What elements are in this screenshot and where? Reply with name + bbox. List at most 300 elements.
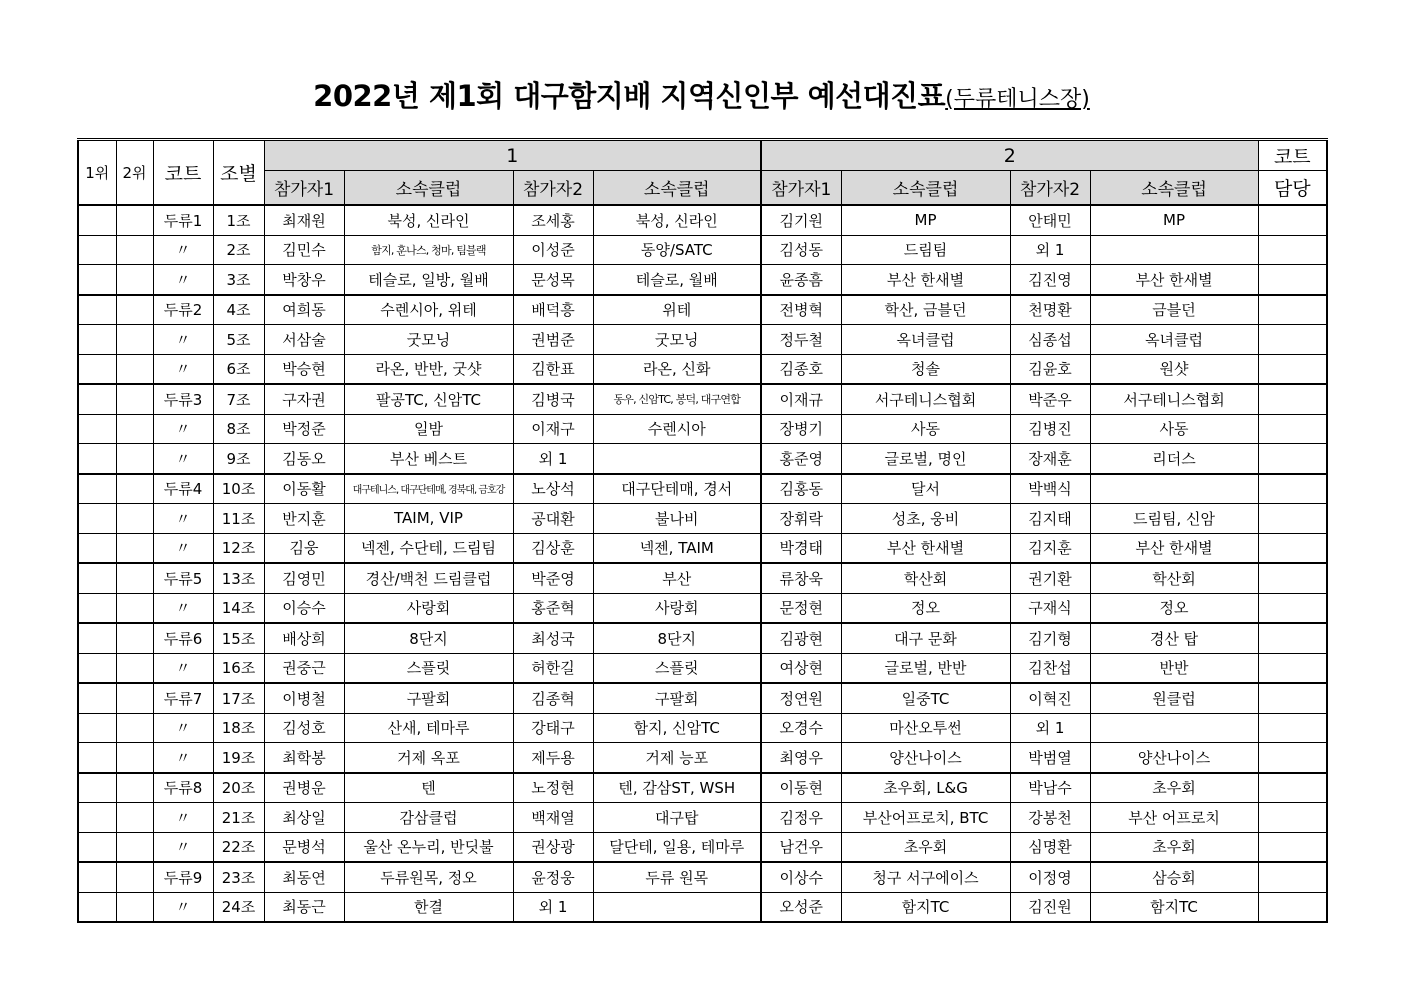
player4-cell: 김기형	[1010, 623, 1090, 653]
header-court-manager-2: 담당	[1258, 171, 1327, 206]
rank1-cell	[78, 205, 116, 235]
club1-cell: 감삼클럽	[344, 803, 513, 833]
court-cell: 〃	[153, 235, 213, 265]
player1-cell: 최학봉	[264, 743, 344, 773]
court-cell: 두류1	[153, 205, 213, 235]
player1-cell: 구자권	[264, 384, 344, 414]
group-cell: 23조	[213, 862, 264, 892]
table-row	[78, 653, 1327, 683]
rank1-cell	[78, 414, 116, 444]
player1-cell: 이동활	[264, 474, 344, 504]
court-cell: 두류7	[153, 683, 213, 713]
club3-cell: 초우회, L&G	[841, 773, 1010, 803]
player3-cell: 홍준영	[761, 444, 841, 474]
header-player1-s2: 참가자1	[761, 171, 841, 206]
court-cell: 두류8	[153, 773, 213, 803]
club1-cell: 거제 옥포	[344, 743, 513, 773]
player4-cell: 이정영	[1010, 862, 1090, 892]
table-row	[78, 474, 1327, 504]
group-cell: 3조	[213, 265, 264, 295]
player3-cell: 오경수	[761, 713, 841, 743]
court-manager-cell	[1258, 892, 1327, 922]
player2-cell: 외 1	[513, 892, 593, 922]
group-cell: 9조	[213, 444, 264, 474]
player4-cell: 안태민	[1010, 205, 1090, 235]
rank2-cell	[116, 623, 153, 653]
club4-cell: 사동	[1090, 414, 1258, 444]
player4-cell: 김병진	[1010, 414, 1090, 444]
player2-cell: 김한표	[513, 354, 593, 384]
player3-cell: 정연원	[761, 683, 841, 713]
table-row	[78, 235, 1327, 265]
club2-cell: 8단지	[593, 623, 761, 653]
rank2-cell	[116, 235, 153, 265]
rank2-cell	[116, 384, 153, 414]
group-cell: 8조	[213, 414, 264, 444]
rank2-cell	[116, 354, 153, 384]
rank2-cell	[116, 892, 153, 922]
club3-cell: 글로벌, 명인	[841, 444, 1010, 474]
club1-cell: 한결	[344, 892, 513, 922]
player2-cell: 허한길	[513, 653, 593, 683]
club2-cell: 달단테, 일용, 테마루	[593, 832, 761, 862]
court-cell: 〃	[153, 354, 213, 384]
player3-cell: 최영우	[761, 743, 841, 773]
player1-cell: 박승현	[264, 354, 344, 384]
rank1-cell	[78, 653, 116, 683]
club1-cell: 라온, 반반, 굿샷	[344, 354, 513, 384]
player2-cell: 제두용	[513, 743, 593, 773]
player1-cell: 반지훈	[264, 504, 344, 534]
court-cell: 〃	[153, 265, 213, 295]
table-row	[78, 803, 1327, 833]
club1-cell: 경산/백천 드림클럽	[344, 563, 513, 593]
table-row	[78, 563, 1327, 593]
player4-cell: 장재훈	[1010, 444, 1090, 474]
table-row	[78, 205, 1327, 235]
player1-cell: 배상희	[264, 623, 344, 653]
rank2-cell	[116, 803, 153, 833]
player2-cell: 외 1	[513, 444, 593, 474]
player1-cell: 권중근	[264, 653, 344, 683]
player3-cell: 이상수	[761, 862, 841, 892]
court-cell: 두류5	[153, 563, 213, 593]
player4-cell: 김진원	[1010, 892, 1090, 922]
court-cell: 〃	[153, 803, 213, 833]
club1-cell: 함지, 훈나스, 청마, 팀블랙	[344, 235, 513, 265]
club2-cell: 넥젠, TAIM	[593, 533, 761, 563]
club1-cell: 굿모닝	[344, 325, 513, 355]
court-cell: 〃	[153, 504, 213, 534]
court-cell: 〃	[153, 653, 213, 683]
club4-cell: 초우회	[1090, 832, 1258, 862]
club3-cell: 양산나이스	[841, 743, 1010, 773]
court-manager-cell	[1258, 325, 1327, 355]
club1-cell: 테슬로, 일방, 월배	[344, 265, 513, 295]
table-row	[78, 743, 1327, 773]
header-rank1: 1위	[78, 140, 116, 206]
club2-cell: 라온, 신화	[593, 354, 761, 384]
player2-cell: 배덕흥	[513, 295, 593, 325]
player4-cell: 박백식	[1010, 474, 1090, 504]
table-row	[78, 414, 1327, 444]
player1-cell: 이병철	[264, 683, 344, 713]
rank1-cell	[78, 533, 116, 563]
header-club1-s1: 소속클럽	[344, 171, 513, 206]
club3-cell: 서구테니스협회	[841, 384, 1010, 414]
club4-cell: 원클럽	[1090, 683, 1258, 713]
player3-cell: 김종호	[761, 354, 841, 384]
club2-cell: 동양/SATC	[593, 235, 761, 265]
club3-cell: 부산 한새별	[841, 533, 1010, 563]
rank2-cell	[116, 653, 153, 683]
club3-cell: 정오	[841, 593, 1010, 623]
rank1-cell	[78, 563, 116, 593]
header-group: 조별	[213, 140, 264, 206]
club2-cell: 부산	[593, 563, 761, 593]
player2-cell: 김종혁	[513, 683, 593, 713]
player3-cell: 이재규	[761, 384, 841, 414]
table-row	[78, 325, 1327, 355]
rank2-cell	[116, 205, 153, 235]
club2-cell: 대구단테매, 경서	[593, 474, 761, 504]
rank1-cell	[78, 295, 116, 325]
player2-cell: 노정현	[513, 773, 593, 803]
club3-cell: 학산회	[841, 563, 1010, 593]
rank1-cell	[78, 713, 116, 743]
court-manager-cell	[1258, 683, 1327, 713]
club3-cell: 초우회	[841, 832, 1010, 862]
club1-cell: 8단지	[344, 623, 513, 653]
player4-cell: 권기환	[1010, 563, 1090, 593]
club4-cell: 서구테니스협회	[1090, 384, 1258, 414]
club1-cell: 수렌시아, 위테	[344, 295, 513, 325]
club3-cell: 청솔	[841, 354, 1010, 384]
court-manager-cell	[1258, 533, 1327, 563]
rank1-cell	[78, 773, 116, 803]
title-main: 2022년 제1회 대구함지배 지역신인부 예선대진표	[313, 79, 946, 113]
club2-cell: 대구탑	[593, 803, 761, 833]
page-title	[0, 74, 1403, 115]
court-manager-cell	[1258, 205, 1327, 235]
rank1-cell	[78, 354, 116, 384]
group-cell: 16조	[213, 653, 264, 683]
club4-cell: 정오	[1090, 593, 1258, 623]
table-row	[78, 295, 1327, 325]
player4-cell: 이혁진	[1010, 683, 1090, 713]
header-court: 코트	[153, 140, 213, 206]
club3-cell: 일중TC	[841, 683, 1010, 713]
rank2-cell	[116, 504, 153, 534]
club2-cell: 스플릿	[593, 653, 761, 683]
group-cell: 17조	[213, 683, 264, 713]
player3-cell: 장휘락	[761, 504, 841, 534]
club2-cell: 수렌시아	[593, 414, 761, 444]
player2-cell: 권범준	[513, 325, 593, 355]
rank1-cell	[78, 444, 116, 474]
court-manager-cell	[1258, 593, 1327, 623]
club2-cell: 북성, 신라인	[593, 205, 761, 235]
player3-cell: 여상현	[761, 653, 841, 683]
court-manager-cell	[1258, 653, 1327, 683]
player1-cell: 김동오	[264, 444, 344, 474]
club2-cell: 위테	[593, 295, 761, 325]
club3-cell: 글로벌, 반반	[841, 653, 1010, 683]
group-cell: 22조	[213, 832, 264, 862]
court-manager-cell	[1258, 563, 1327, 593]
player3-cell: 김홍동	[761, 474, 841, 504]
rank2-cell	[116, 474, 153, 504]
group-cell: 14조	[213, 593, 264, 623]
club3-cell: 대구 문화	[841, 623, 1010, 653]
rank1-cell	[78, 683, 116, 713]
player4-cell: 외 1	[1010, 235, 1090, 265]
player4-cell: 심종섭	[1010, 325, 1090, 355]
player3-cell: 김정우	[761, 803, 841, 833]
court-cell: 〃	[153, 892, 213, 922]
player4-cell: 박범열	[1010, 743, 1090, 773]
player1-cell: 서삼술	[264, 325, 344, 355]
player3-cell: 정두철	[761, 325, 841, 355]
header-club2-s1: 소속클럽	[593, 171, 761, 206]
club4-cell: MP	[1090, 205, 1258, 235]
group-cell: 12조	[213, 533, 264, 563]
player3-cell: 김광현	[761, 623, 841, 653]
club4-cell: 삼승회	[1090, 862, 1258, 892]
court-manager-cell	[1258, 743, 1327, 773]
player2-cell: 김상훈	[513, 533, 593, 563]
player2-cell: 노상석	[513, 474, 593, 504]
player3-cell: 김기원	[761, 205, 841, 235]
rank1-cell	[78, 832, 116, 862]
group-cell: 10조	[213, 474, 264, 504]
court-manager-cell	[1258, 623, 1327, 653]
player2-cell: 윤정웅	[513, 862, 593, 892]
player3-cell: 오성준	[761, 892, 841, 922]
player3-cell: 류창욱	[761, 563, 841, 593]
rank2-cell	[116, 563, 153, 593]
player2-cell: 백재열	[513, 803, 593, 833]
club4-cell: 드림팀, 신암	[1090, 504, 1258, 534]
court-cell: 〃	[153, 593, 213, 623]
club2-cell: 텐, 감삼ST, WSH	[593, 773, 761, 803]
player4-cell: 김지훈	[1010, 533, 1090, 563]
rank1-cell	[78, 384, 116, 414]
club4-cell: 부산 어프로치	[1090, 803, 1258, 833]
table-row	[78, 265, 1327, 295]
player1-cell: 문병석	[264, 832, 344, 862]
player2-cell: 권상광	[513, 832, 593, 862]
group-cell: 5조	[213, 325, 264, 355]
player3-cell: 남건우	[761, 832, 841, 862]
rank2-cell	[116, 265, 153, 295]
header-rank2: 2위	[116, 140, 153, 206]
rank1-cell	[78, 265, 116, 295]
player1-cell: 최동연	[264, 862, 344, 892]
club2-cell: 두류 원목	[593, 862, 761, 892]
club3-cell: 함지TC	[841, 892, 1010, 922]
player4-cell: 김찬섭	[1010, 653, 1090, 683]
club1-cell: 스플릿	[344, 653, 513, 683]
rank2-cell	[116, 713, 153, 743]
rank2-cell	[116, 773, 153, 803]
table-row	[78, 773, 1327, 803]
group-cell: 4조	[213, 295, 264, 325]
rank2-cell	[116, 444, 153, 474]
player3-cell: 윤종흠	[761, 265, 841, 295]
court-manager-cell	[1258, 354, 1327, 384]
group-cell: 18조	[213, 713, 264, 743]
court-manager-cell	[1258, 773, 1327, 803]
rank1-cell	[78, 803, 116, 833]
player3-cell: 박경태	[761, 533, 841, 563]
table-row	[78, 384, 1327, 414]
court-cell: 〃	[153, 533, 213, 563]
table-row	[78, 713, 1327, 743]
player3-cell: 전병혁	[761, 295, 841, 325]
club2-cell: 불나비	[593, 504, 761, 534]
player2-cell: 박준영	[513, 563, 593, 593]
court-cell: 〃	[153, 743, 213, 773]
club1-cell: 대구테니스, 대구단테매, 경북대, 금호강	[344, 474, 513, 504]
player2-cell: 이재구	[513, 414, 593, 444]
court-cell: 〃	[153, 713, 213, 743]
table-row	[78, 862, 1327, 892]
player1-cell: 박창우	[264, 265, 344, 295]
table-row	[78, 593, 1327, 623]
header-player2-s1: 참가자2	[513, 171, 593, 206]
club3-cell: 드림팀	[841, 235, 1010, 265]
player4-cell: 심명환	[1010, 832, 1090, 862]
rank2-cell	[116, 325, 153, 355]
court-manager-cell	[1258, 474, 1327, 504]
club4-cell: 금블던	[1090, 295, 1258, 325]
rank1-cell	[78, 474, 116, 504]
player4-cell: 강봉천	[1010, 803, 1090, 833]
club4-cell: 함지TC	[1090, 892, 1258, 922]
player4-cell: 김진영	[1010, 265, 1090, 295]
player1-cell: 최동근	[264, 892, 344, 922]
club4-cell: 리더스	[1090, 444, 1258, 474]
club2-cell: 사랑회	[593, 593, 761, 623]
club4-cell: 부산 한새별	[1090, 533, 1258, 563]
player1-cell: 최상일	[264, 803, 344, 833]
court-manager-cell	[1258, 235, 1327, 265]
player1-cell: 여희동	[264, 295, 344, 325]
court-cell: 〃	[153, 832, 213, 862]
court-manager-cell	[1258, 504, 1327, 534]
court-manager-cell	[1258, 713, 1327, 743]
rank1-cell	[78, 593, 116, 623]
rank2-cell	[116, 832, 153, 862]
club1-cell: 텐	[344, 773, 513, 803]
player2-cell: 공대환	[513, 504, 593, 534]
player1-cell: 김성호	[264, 713, 344, 743]
club3-cell: 마산오투썬	[841, 713, 1010, 743]
group-cell: 13조	[213, 563, 264, 593]
rank1-cell	[78, 235, 116, 265]
header-row-2	[78, 171, 1327, 206]
player4-cell: 김윤호	[1010, 354, 1090, 384]
club2-cell	[593, 444, 761, 474]
club1-cell: 구팔회	[344, 683, 513, 713]
club4-cell: 초우회	[1090, 773, 1258, 803]
rank1-cell	[78, 623, 116, 653]
court-manager-cell	[1258, 384, 1327, 414]
club3-cell: 사동	[841, 414, 1010, 444]
club2-cell: 테슬로, 월배	[593, 265, 761, 295]
court-manager-cell	[1258, 862, 1327, 892]
group-cell: 7조	[213, 384, 264, 414]
court-cell: 두류3	[153, 384, 213, 414]
court-manager-cell	[1258, 414, 1327, 444]
club2-cell	[593, 892, 761, 922]
club2-cell: 굿모닝	[593, 325, 761, 355]
player3-cell: 김성동	[761, 235, 841, 265]
club4-cell: 원샷	[1090, 354, 1258, 384]
player3-cell: 이동현	[761, 773, 841, 803]
club3-cell: MP	[841, 205, 1010, 235]
club4-cell: 부산 한새별	[1090, 265, 1258, 295]
player4-cell: 천명환	[1010, 295, 1090, 325]
court-cell: 〃	[153, 444, 213, 474]
court-manager-cell	[1258, 444, 1327, 474]
rank1-cell	[78, 862, 116, 892]
club4-cell	[1090, 235, 1258, 265]
table-row	[78, 354, 1327, 384]
club3-cell: 부산 한새별	[841, 265, 1010, 295]
club1-cell: TAIM, VIP	[344, 504, 513, 534]
court-cell: 두류2	[153, 295, 213, 325]
player4-cell: 외 1	[1010, 713, 1090, 743]
player3-cell: 장병기	[761, 414, 841, 444]
rank1-cell	[78, 504, 116, 534]
player3-cell: 문정현	[761, 593, 841, 623]
court-cell: 두류4	[153, 474, 213, 504]
court-manager-cell	[1258, 295, 1327, 325]
club4-cell: 반반	[1090, 653, 1258, 683]
header-row-1	[78, 140, 1327, 171]
rank2-cell	[116, 593, 153, 623]
club2-cell: 구팔회	[593, 683, 761, 713]
court-cell: 〃	[153, 414, 213, 444]
club3-cell: 학산, 금블던	[841, 295, 1010, 325]
rank2-cell	[116, 743, 153, 773]
header-court-manager-1: 코트	[1258, 140, 1327, 171]
player4-cell: 구재식	[1010, 593, 1090, 623]
club1-cell: 팔공TC, 신암TC	[344, 384, 513, 414]
club4-cell	[1090, 474, 1258, 504]
player1-cell: 김웅	[264, 533, 344, 563]
player1-cell: 박정준	[264, 414, 344, 444]
rank2-cell	[116, 683, 153, 713]
player4-cell: 김지태	[1010, 504, 1090, 534]
player1-cell: 김영민	[264, 563, 344, 593]
rank1-cell	[78, 743, 116, 773]
club4-cell: 옥녀클럽	[1090, 325, 1258, 355]
club1-cell: 넥젠, 수단테, 드림팀	[344, 533, 513, 563]
table-row	[78, 683, 1327, 713]
club2-cell: 거제 능포	[593, 743, 761, 773]
table-row	[78, 623, 1327, 653]
group-cell: 24조	[213, 892, 264, 922]
club2-cell: 함지, 신암TC	[593, 713, 761, 743]
player2-cell: 조세홍	[513, 205, 593, 235]
player2-cell: 김병국	[513, 384, 593, 414]
club4-cell: 양산나이스	[1090, 743, 1258, 773]
header-player1-s1: 참가자1	[264, 171, 344, 206]
club1-cell: 사랑회	[344, 593, 513, 623]
